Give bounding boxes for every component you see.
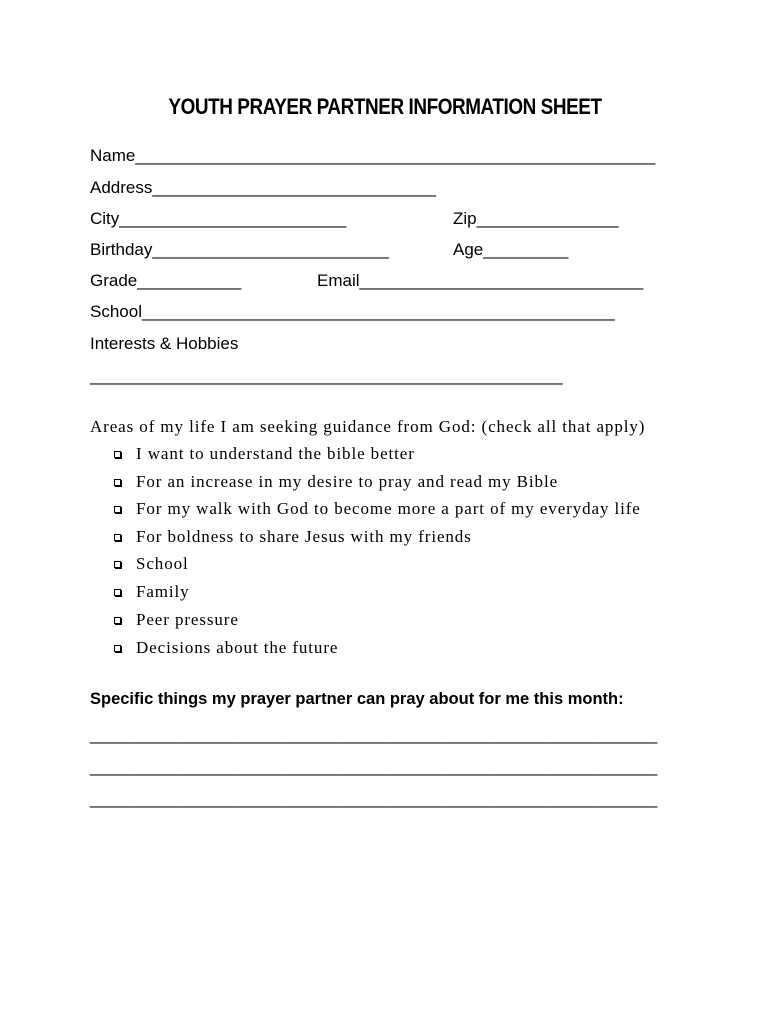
checklist-item-label: I want to understand the bible better bbox=[136, 444, 415, 463]
checkbox-icon[interactable] bbox=[114, 506, 121, 513]
school-field[interactable]: School__________________________________________________ bbox=[90, 302, 615, 321]
checkbox-icon[interactable] bbox=[114, 561, 121, 568]
checklist-item-label: For an increase in my desire to pray and read my Bible bbox=[136, 472, 559, 491]
checklist-item-label: School bbox=[136, 554, 189, 573]
checklist-item-label: Decisions about the future bbox=[136, 638, 339, 657]
checklist-item-label: Family bbox=[136, 582, 190, 601]
interests-field[interactable]: __________________________________________________ bbox=[90, 366, 563, 385]
checkbox-icon[interactable] bbox=[114, 645, 121, 652]
checklist-item-label: For boldness to share Jesus with my friends bbox=[136, 527, 472, 546]
checkbox-icon[interactable] bbox=[114, 617, 121, 624]
city-field[interactable]: City________________________ bbox=[90, 209, 347, 228]
zip-field[interactable]: Zip_______________ bbox=[453, 209, 619, 228]
checkbox-icon[interactable] bbox=[114, 479, 121, 486]
name-field[interactable]: Name_______________________________________________________ bbox=[90, 146, 656, 165]
age-field[interactable]: Age_________ bbox=[453, 240, 569, 259]
checklist-item-label: Peer pressure bbox=[136, 610, 239, 629]
checkbox-icon[interactable] bbox=[114, 534, 121, 541]
grade-field[interactable]: Grade___________ bbox=[90, 271, 242, 290]
email-field[interactable]: Email______________________________ bbox=[317, 271, 644, 290]
address-field[interactable]: Address______________________________ bbox=[90, 178, 437, 197]
page-title: YOUTH PRAYER PARTNER INFORMATION SHEET bbox=[168, 94, 602, 119]
interests-label: Interests & Hobbies bbox=[90, 334, 239, 353]
specific-heading: Specific things my prayer partner can pray about for me this month: bbox=[90, 690, 624, 708]
specific-line-3[interactable]: ____________________________________________________________ bbox=[90, 789, 658, 808]
checkbox-icon[interactable] bbox=[114, 451, 121, 458]
checklist-item-label: For my walk with God to become more a part of my everyday life bbox=[136, 499, 641, 518]
guidance-prompt: Areas of my life I am seeking guidance from God: (check all that apply) bbox=[90, 417, 646, 436]
specific-line-1[interactable]: ____________________________________________________________ bbox=[90, 725, 658, 744]
specific-line-2[interactable]: ____________________________________________________________ bbox=[90, 757, 658, 776]
birthday-field[interactable]: Birthday_________________________ bbox=[90, 240, 389, 259]
checkbox-icon[interactable] bbox=[114, 589, 121, 596]
